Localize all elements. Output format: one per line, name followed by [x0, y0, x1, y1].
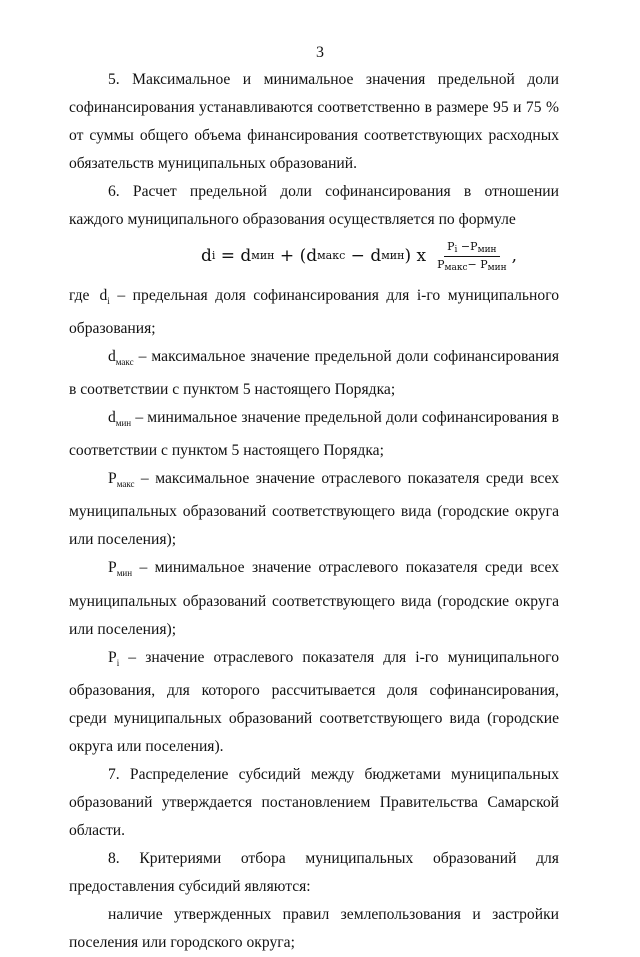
- formula-fraction: [434, 240, 510, 273]
- pmax-symbol: P: [108, 470, 117, 488]
- den-p: P: [437, 257, 445, 271]
- num-p: P: [447, 239, 455, 253]
- formula-t1-sub: мин: [251, 249, 275, 262]
- pi-text: – значение отраслевого показателя для i-го муниципального образования, для которого рассчитывается доля софинансирования, среди муниципальных образований соответствующего вида (городские округа или поселения).: [69, 648, 559, 755]
- definition-pmin: [69, 554, 559, 643]
- num-sub: i: [454, 244, 458, 255]
- document-body: [69, 66, 559, 957]
- pi-sub: i: [116, 657, 120, 668]
- di-text: – предельная доля софинансирования для i-го муниципального образования;: [69, 287, 559, 338]
- dmax-symbol: d: [108, 348, 116, 366]
- num-rest: −P: [457, 239, 478, 253]
- num-sub2: мин: [477, 244, 497, 255]
- definition-dmax: [69, 343, 559, 404]
- formula-eq: = d: [215, 246, 252, 266]
- paragraph-9: наличие утвержденных правил землепользования и застройки поселения или городского округа;: [69, 905, 559, 951]
- formula-plus: + (d: [274, 246, 318, 266]
- where-word: где: [69, 287, 90, 304]
- pi-symbol: P: [108, 648, 117, 666]
- pmin-sub: мин: [116, 568, 133, 579]
- den-rest: − P: [467, 257, 488, 271]
- definition-pi: [69, 644, 559, 761]
- pmin-symbol: P: [108, 559, 117, 577]
- paragraph-7: 7. Распределение субсидий между бюджетами муниципальных образований утверждается постановлением Правительства Самарской области.: [69, 765, 559, 839]
- paragraph-8: 8. Критериями отбора муниципальных образований для предоставления субсидий являются:: [69, 849, 559, 895]
- paragraph-5: 5. Максимальное и минимальное значения предельной доли софинансирования устанавливаются соответственно в размере 95 и 75 % от суммы общего объема финансирования соответствующих расходных обязательств муниципальных образований.: [69, 71, 559, 172]
- den-sub: макс: [444, 262, 468, 273]
- formula-lhs-sub: i: [211, 249, 216, 262]
- pmax-text: – максимальное значение отраслевого показателя среди всех муниципальных образований соответствующего вида (городские округа или поселения);: [69, 470, 559, 549]
- pmin-text: – минимальное значение отраслевого показателя среди всех муниципальных образований соответствующего вида (городские округа или поселения);: [69, 559, 559, 638]
- dmin-sub: мин: [115, 418, 132, 429]
- definition-pmax: [69, 465, 559, 554]
- dmin-text: – минимальное значение предельной доли софинансирования в соответствии с пунктом 5 настоящего Порядка;: [69, 409, 559, 460]
- den-sub2: мин: [487, 262, 507, 273]
- cofinancing-formula: [69, 234, 559, 278]
- formula-trail: ,: [511, 246, 518, 266]
- formula-minus: − d: [345, 246, 382, 266]
- fraction-denominator: [434, 257, 510, 273]
- definition-di: [69, 282, 559, 343]
- paragraph-6: 6. Расчет предельной доли софинансирования в отношении каждого муниципального образования осуществляется по формуле: [69, 183, 559, 228]
- dmax-sub: макс: [115, 357, 134, 368]
- dmin-symbol: d: [108, 409, 116, 427]
- formula-t3-sub: мин: [381, 249, 405, 262]
- dmax-text: – максимальное значение предельной доли софинансирования в соответствии с пунктом 5 настоящего Порядка;: [69, 348, 559, 399]
- pmax-sub: макс: [116, 479, 135, 490]
- formula-lhs: d: [200, 246, 212, 266]
- page-number: 3: [316, 44, 324, 61]
- fraction-numerator: [444, 240, 499, 257]
- di-symbol: d: [99, 287, 108, 304]
- formula-t2-sub: макс: [317, 249, 346, 262]
- di-sub: i: [107, 296, 110, 307]
- formula-close: ) x: [404, 246, 427, 266]
- definition-dmin: [69, 404, 559, 465]
